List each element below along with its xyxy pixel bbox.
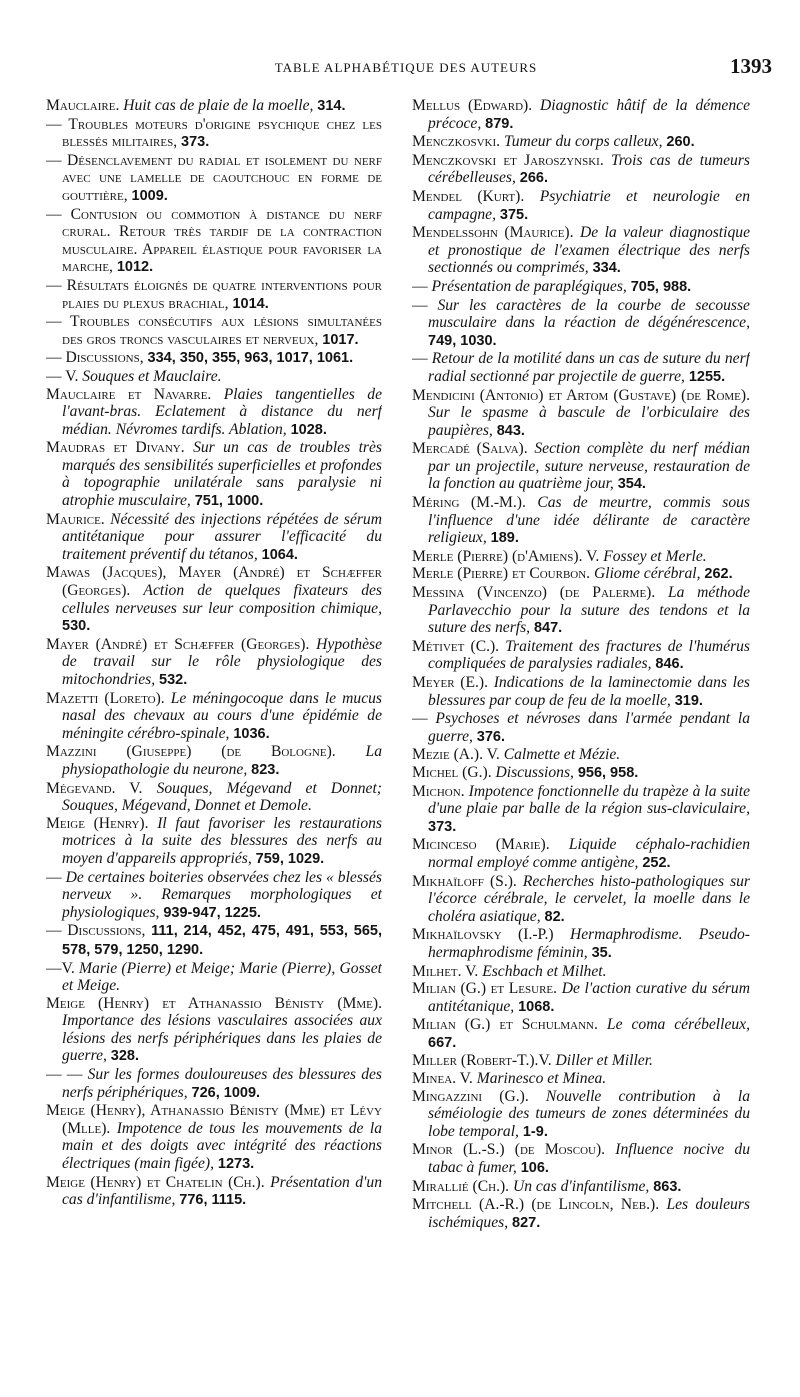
- entry-title: Sur un cas de troubles très marqués des sensibilités superficielles et profondes à topographie unilatérale sans paralysie ni atrophie musculaire,: [62, 439, 382, 510]
- entry-author: Mendicini (Antonio) et Artom (Gustave) (de Rome).: [412, 386, 750, 404]
- entry-pages: 956, 958.: [577, 764, 639, 781]
- entry-title: Diagnostic hâtif de la démence précoce,: [428, 97, 750, 132]
- entry-pages: 879.: [485, 115, 514, 132]
- entry-pages: 373.: [181, 134, 210, 151]
- entry-title: Présentation d'un cas d'infantilisme,: [62, 1173, 382, 1209]
- entry-pages: 354.: [617, 476, 646, 493]
- entry-pages: 1009.: [131, 187, 168, 204]
- entry-title: Impotence fonctionnelle du trapèze à la suite d'une plaie par balle de la région sus-claviculaire,: [428, 782, 750, 818]
- entry-author: Minor (L.-S.) (de Moscou).: [412, 1141, 616, 1159]
- entry-author: Mawas (Jacques), Mayer (André) et Schæffer (Georges).: [46, 564, 382, 600]
- entry-pages: 35.: [591, 944, 612, 961]
- index-entry: [412, 980, 750, 1016]
- entry-author: Méring (M.-M.).: [412, 494, 538, 512]
- entry-author: — Désenclavement du radial et isolement du nerf avec une lamelle de caoutchouc en forme de gouttière,: [46, 151, 382, 204]
- entry-pages: 1030.: [460, 332, 497, 349]
- entry-author: Mendelssohn (Maurice).: [412, 224, 580, 242]
- index-entry: [46, 1173, 382, 1210]
- index-entry: [412, 962, 750, 981]
- entry-pages: 1017.: [322, 331, 359, 348]
- entry-author: Métivet (C.).: [412, 637, 506, 655]
- entry-title: Discussions,: [495, 763, 578, 781]
- entry-pages: 988.: [662, 278, 692, 295]
- entry-title: Impotence de tous les mouvements de la main et des doigts avec intégrité des réactions électriques (main figée),: [62, 1119, 382, 1173]
- entry-author: Meige (Henry) et Athanassio Bénisty (Mme).: [46, 994, 382, 1012]
- index-entry: [412, 1087, 750, 1142]
- entry-title: Un cas d'infantilisme,: [512, 1177, 654, 1195]
- index-entry: [412, 872, 750, 927]
- entry-title: La physiopathologie du neurone,: [62, 743, 382, 778]
- entry-pages: 319.: [674, 692, 703, 709]
- index-entry: [46, 868, 382, 923]
- entry-title: Nouvelle contribution à la séméiologie des tumeurs de zones déterminées du lobe temporal,: [428, 1087, 750, 1140]
- entry-title: Présentation de paraplégiques,: [431, 277, 631, 295]
- index-entry: [46, 151, 382, 206]
- entry-title: Souques, Mégevand et Donnet; Souques, Mégevand, Donnet et Demole.: [62, 779, 382, 815]
- index-entry: [412, 763, 750, 783]
- index-entry: [46, 439, 382, 510]
- index-entry: [412, 440, 750, 494]
- entry-title: Gliome cérébral,: [593, 565, 705, 583]
- entry-author: —: [46, 868, 66, 886]
- entry-pages: 939-947, 1225.: [163, 904, 261, 921]
- entry-title: De la valeur diagnostique et pronostique de l'examen électrique des nerfs sectionnés ou comprimés,: [428, 224, 750, 277]
- entry-pages: 776,: [179, 1192, 212, 1209]
- running-head: [40, 50, 772, 80]
- entry-author: Maurice.: [46, 510, 111, 528]
- entry-author: Minea. V.: [412, 1070, 477, 1088]
- index-entry: [46, 814, 382, 869]
- entry-title: Traitement des fractures de l'humérus compliquées de paralysies radiales,: [428, 637, 750, 673]
- entry-pages: 376.: [476, 728, 506, 745]
- index-entry: [412, 926, 750, 962]
- entry-title: Le méningocoque dans le mucus nasal des chevaux au cours d'une épidémie de méningite cérébro-spinale,: [62, 689, 382, 742]
- entry-title: Action de quelques fixateurs des cellules nerveuses sur leur composition chimique,: [62, 582, 382, 617]
- entry-pages: 530.: [62, 618, 91, 635]
- index-entry: [46, 922, 382, 959]
- entry-title: Hermaphrodisme. Pseudo-hermaphrodisme féminin,: [428, 926, 750, 961]
- entry-pages: 111, 214, 452, 475, 491, 553, 565, 578, 579, 1250, 1290.: [62, 923, 382, 958]
- entry-author: Mikhaïloff (S.).: [412, 872, 523, 890]
- entry-author: — Discussions,: [46, 349, 148, 367]
- entry-pages: 532.: [159, 672, 188, 688]
- entry-pages: 328.: [110, 1048, 140, 1065]
- index-entry: [46, 367, 382, 386]
- entry-title: Fossey et Merle.: [603, 547, 707, 565]
- entry-title: Huit cas de plaie de la moelle,: [123, 97, 318, 114]
- index-entry: [46, 994, 382, 1066]
- entry-pages: 843.: [496, 422, 525, 439]
- entry-author: Meige (Henry).: [46, 814, 158, 832]
- entry-author: Mingazzini (G.).: [412, 1087, 546, 1105]
- index-entry: [412, 350, 750, 386]
- index-entry: [412, 1016, 750, 1052]
- entry-author: Milian (G.) et Schulmann.: [412, 1016, 607, 1034]
- entry-author: Mitchell (A.-R.) (de Lincoln, Neb.).: [412, 1196, 667, 1214]
- entry-pages: 1068.: [518, 998, 555, 1015]
- index-entry: [46, 313, 382, 349]
- entry-pages: 262.: [704, 566, 733, 583]
- index-entry: [46, 385, 382, 440]
- index-entry: [412, 494, 750, 548]
- entry-author: Meige (Henry) et Chatelin (Ch.).: [46, 1173, 271, 1191]
- entry-pages: 1000.: [226, 493, 264, 510]
- entry-pages: 1036.: [233, 725, 270, 742]
- entry-author: Micinceso (Marie).: [412, 836, 569, 854]
- entry-author: Michon.: [412, 782, 469, 800]
- entry-title: Psychiatrie et neurologie en campagne,: [428, 187, 750, 223]
- entry-title: Indications de la laminectomie dans les blessures par coup de feu de la moelle,: [428, 674, 750, 709]
- entry-title: Trois cas de tumeurs cérébelleuses,: [428, 151, 750, 187]
- index-entry: [412, 782, 750, 837]
- index-entry: [412, 836, 750, 872]
- index-entry: [412, 277, 750, 297]
- entry-pages: 373.: [428, 818, 457, 835]
- entry-title: Nécessité des injections répétées de sérum antitétanique pour assurer l'efficacité du traitement préventif du tétanos,: [62, 510, 382, 563]
- entry-pages: 334.: [592, 260, 621, 277]
- entry-pages: 751,: [194, 493, 227, 510]
- entry-pages: 1255.: [688, 368, 726, 385]
- index-entry: [412, 296, 750, 351]
- entry-author: Mauclaire.: [46, 97, 124, 114]
- entry-title: De certaines boiteries observées chez les « blessés nerveux ». Remarques morphologiques et physiologiques,: [62, 868, 382, 921]
- index-entry: [412, 151, 750, 188]
- entry-author: Michel (G.).: [412, 763, 496, 781]
- index-entry: [46, 564, 382, 635]
- entry-pages: 847.: [533, 620, 563, 637]
- entry-pages: 334, 350, 355, 963, 1017, 1061.: [147, 350, 354, 367]
- index-entry: [46, 205, 382, 277]
- index-entry: [46, 97, 382, 116]
- index-entry: [412, 1070, 750, 1088]
- entry-pages: 1009.: [223, 1084, 261, 1101]
- left-column: [46, 97, 382, 1371]
- entry-title: De l'action curative du sérum antitétanique,: [428, 980, 750, 1015]
- entry-pages: 375.: [499, 206, 529, 223]
- index-entry: [46, 959, 382, 995]
- entry-title: Eschbach et Milhet.: [482, 962, 607, 980]
- entry-title: Calmette et Mézie.: [503, 746, 621, 764]
- index-entry: [46, 115, 382, 152]
- entry-pages: 314.: [317, 98, 346, 114]
- entry-author: — Résultats éloignés de quatre interventions pour plaies du plexus brachial,: [46, 276, 382, 312]
- entry-pages: 667.: [428, 1034, 457, 1051]
- entry-author: Mellus (Edward).: [412, 97, 541, 114]
- index-entry: [46, 349, 382, 368]
- entry-pages: 260.: [666, 134, 695, 151]
- entry-pages: 252.: [642, 854, 671, 871]
- index-entry: [46, 510, 382, 565]
- entry-author: — Troubles consécutifs aux lésions simultanées des gros troncs vasculaires et nerveux,: [46, 313, 382, 348]
- entry-pages: 1-9.: [522, 1123, 548, 1140]
- entry-author: —V.: [46, 959, 80, 977]
- index-entry: [412, 637, 750, 674]
- entry-title: Influence nocive du tabac à fumer,: [428, 1141, 750, 1177]
- entry-title: Importance des lésions vasculaires associées aux lésions des nerfs périphériques dans les plaies de guerre,: [62, 1012, 382, 1065]
- entry-author: Mercadé (Salva).: [412, 440, 535, 458]
- entry-title: Diller et Miller.: [555, 1052, 653, 1070]
- entry-author: Mauclaire et Navarre.: [46, 385, 224, 403]
- entry-author: — Discussions,: [46, 922, 152, 940]
- entry-pages: 846.: [655, 656, 684, 673]
- entry-author: Milhet. V.: [412, 962, 483, 980]
- index-entry: [412, 386, 750, 441]
- entry-author: Merle (Pierre) et Courbon.: [412, 565, 594, 583]
- entry-title: Marinesco et Minea.: [476, 1070, 607, 1088]
- right-column: [412, 97, 750, 1371]
- entry-pages: 759,: [255, 850, 288, 867]
- entry-author: Merle (Pierre) (d'Amiens). V.: [412, 547, 604, 565]
- entry-author: —: [412, 710, 436, 728]
- entry-pages: 82.: [544, 908, 565, 925]
- entry-pages: 106.: [520, 1160, 549, 1177]
- entry-pages: 749,: [428, 332, 461, 349]
- entry-author: Mendel (Kurt).: [412, 187, 540, 205]
- index-entry: [412, 547, 750, 566]
- entry-title: Retour de la motilité dans un cas de suture du nerf radial sectionné par projectile de guerre,: [428, 350, 750, 385]
- index-entry: [412, 674, 750, 710]
- entry-title: Tumeur du corps calleux,: [503, 133, 667, 151]
- index-entry: [412, 710, 750, 746]
- entry-author: Maudras et Divany.: [46, 439, 194, 457]
- entry-pages: 1014.: [232, 295, 269, 312]
- entry-author: Mazzini (Giuseppe) (de Bologne).: [46, 743, 366, 761]
- entry-author: Messina (Vincenzo) (de Palerme).: [412, 584, 668, 602]
- index-entry: [412, 97, 750, 133]
- entry-pages: 1273.: [217, 1156, 255, 1173]
- entry-pages: 1029.: [287, 850, 325, 867]
- entry-title: La méthode Parlavecchio pour la suture des tendons et la suture des nerfs,: [428, 584, 750, 637]
- entry-pages: 1028.: [290, 421, 327, 438]
- index-entry: [412, 746, 750, 764]
- entry-pages: 705,: [630, 278, 663, 295]
- entry-author: Mikhaïlovsky (I.-P.): [412, 926, 570, 944]
- page-number: 1393: [730, 54, 772, 78]
- entry-title: Les douleurs ischémiques,: [428, 1196, 750, 1231]
- entry-title: Sur les formes douloureuses des blessures des nerfs périphériques,: [62, 1066, 382, 1101]
- index-entry: [412, 565, 750, 584]
- entry-author: Milian (G.) et Lesure.: [412, 980, 562, 998]
- entry-title: Le coma cérébelleux,: [606, 1016, 750, 1034]
- entry-author: — Contusion ou commotion à distance du nerf crural. Retour très tardif de la contraction musculaire. Appareil élastique pour favoriser la marche,: [46, 205, 382, 276]
- index-entry: [412, 1141, 750, 1177]
- entry-title: Section complète du nerf médian par un projectile, suture nerveuse, restauration de la fonction au quatrième jour,: [428, 440, 750, 493]
- entry-title: Hypothèse de travail sur le rôle physiologique des mitochondries,: [62, 635, 382, 688]
- index-entry: [412, 584, 750, 638]
- entry-author: —: [412, 296, 438, 314]
- entry-title: Sur le spasme à bascule de l'orbiculaire des paupières,: [428, 404, 750, 439]
- entry-title: Sur les caractères de la courbe de secousse musculaire dans la réaction de dégénérescence,: [428, 296, 750, 332]
- entry-author: Meyer (E.).: [412, 674, 494, 691]
- entry-author: Mayer (André) et Schæffer (Georges).: [46, 635, 317, 653]
- running-title: TABLE ALPHABÉTIQUE DES AUTEURS: [274, 60, 538, 75]
- entry-author: Mirallié (Ch.).: [412, 1177, 513, 1195]
- entry-author: — Troubles moteurs d'origine psychique chez les blessés militaires,: [46, 115, 382, 151]
- entry-author: Menczkovski et Jaroszynski.: [412, 151, 611, 169]
- entry-pages: 266.: [519, 170, 549, 187]
- entry-title: Psychoses et névroses dans l'armée pendant la guerre,: [428, 710, 750, 745]
- entry-title: Cas de meurtre, commis sous l'influence d'une idée délirante de caractère religieux,: [428, 494, 750, 547]
- index-entry: [46, 276, 382, 313]
- index-entry: [412, 224, 750, 278]
- index-entry: [412, 1196, 750, 1232]
- entry-author: Mégevand. V.: [46, 779, 157, 797]
- index-entry: [46, 1066, 382, 1102]
- index-entry: [412, 187, 750, 224]
- entry-author: —: [412, 350, 432, 368]
- entry-pages: 863.: [653, 1178, 682, 1195]
- index-entry: [412, 1052, 750, 1070]
- entry-title: Plaies tangentielles de l'avant-bras. Eclatement à distance du nerf médian. Névromes tardifs. Ablation,: [62, 385, 382, 438]
- index-entry: [46, 689, 382, 744]
- entry-pages: 1115.: [211, 1192, 247, 1209]
- entry-author: —: [412, 277, 432, 295]
- entry-author: — —: [46, 1066, 88, 1084]
- entry-pages: 189.: [490, 530, 519, 547]
- entry-title: Marie (Pierre) et Meige; Marie (Pierre), Gosset et Meige.: [62, 959, 382, 995]
- index-entry: [46, 1102, 382, 1173]
- entry-pages: 827.: [512, 1214, 541, 1231]
- entry-author: Miller (Robert-T.).V.: [412, 1052, 556, 1070]
- entry-title: Recherches histo-pathologiques sur l'écorce cérébrale, le cervelet, la moelle dans le choléra asiatique,: [428, 872, 750, 925]
- entry-title: Liquide céphalo-rachidien normal employé comme antigène,: [428, 836, 750, 871]
- entry-author: Meige (Henry), Athanassio Bénisty (Mme) et Lévy (Mlle).: [46, 1102, 382, 1137]
- entry-title: Souques et Mauclaire.: [82, 367, 222, 385]
- entry-title: Il faut favoriser les restaurations motrices à la suite des blessures des nerfs au moyen d'appareils appropriés,: [62, 814, 382, 867]
- entry-pages: 726,: [191, 1084, 224, 1101]
- entry-author: Mazetti (Loreto).: [46, 689, 171, 707]
- index-entry: [412, 133, 750, 152]
- entry-pages: 1012.: [116, 259, 154, 276]
- entry-author: Mezie (A.). V.: [412, 746, 504, 764]
- entry-author: — V.: [46, 367, 83, 385]
- index-entry: [46, 635, 382, 690]
- index-entry: [412, 1177, 750, 1197]
- entry-author: Menczkosvki.: [412, 133, 504, 151]
- index-entry: [46, 743, 382, 779]
- index-entry: [46, 779, 382, 815]
- entry-pages: 823.: [251, 761, 280, 778]
- entry-pages: 1064.: [261, 546, 298, 563]
